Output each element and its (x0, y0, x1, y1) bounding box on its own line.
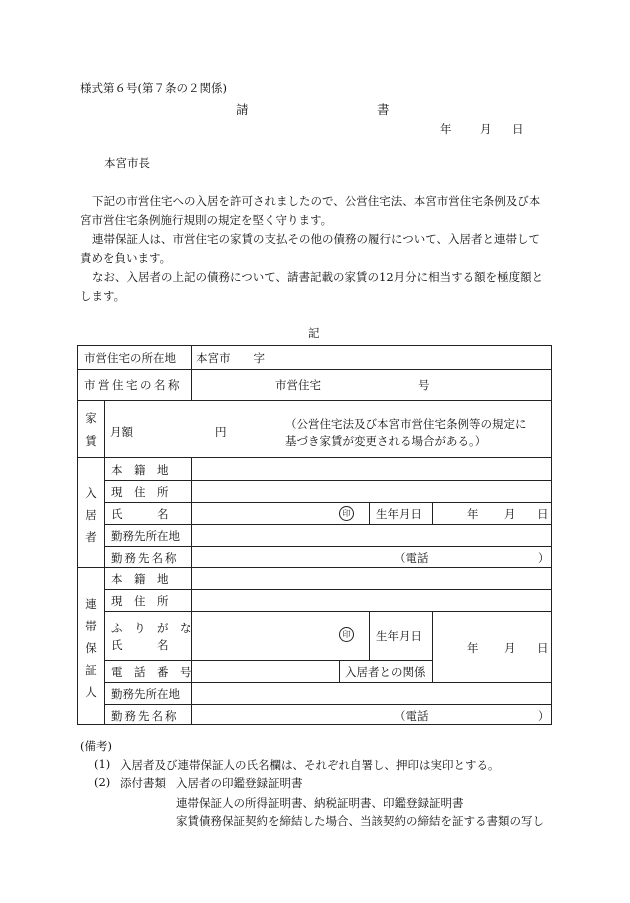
seal-mark: 印 (339, 627, 354, 642)
rent-note-1: （公営住宅法及び本宮市営住宅条例等の規定に (285, 417, 527, 431)
housing-name-label: 市営住宅の名称 (84, 378, 182, 392)
rent-yen: 円 (215, 425, 227, 439)
ki-label: 記 (308, 326, 320, 340)
row-line (104, 589, 552, 590)
row-line (77, 400, 552, 401)
rent-note-2: 基づき家賃が変更される場合がある。） (285, 434, 487, 448)
attachment-item-1: 入居者の印鑑登録証明書 (176, 776, 303, 790)
resident-honseki-label: 本 籍 地 (111, 463, 169, 477)
title-char-2: 書 (377, 102, 390, 117)
resident-label-1: 入 (85, 486, 97, 500)
col-line (191, 345, 192, 400)
row-line (104, 546, 552, 547)
notes-heading: (備考) (80, 739, 112, 753)
row-line (104, 502, 552, 503)
paragraph-3: なお、入居者の上記の債務について、請書記載の家賃の12月分に相当する額を極度額とします。 (80, 270, 544, 303)
col-line (369, 502, 370, 524)
row-line (104, 660, 432, 661)
col-line (104, 400, 105, 725)
guarantor-label-2: 帯 (85, 619, 97, 633)
note-1-mark: (1) (94, 757, 111, 771)
guarantor-label-1: 連 (85, 597, 97, 611)
resident-birth-year: 年 (467, 507, 479, 521)
title-char-1: 請 (236, 102, 249, 117)
form-number: 様式第６号(第７条の２関係) (80, 81, 227, 95)
guarantor-birth-month: 月 (504, 641, 516, 655)
note-2-label: 添付書類 (120, 776, 166, 790)
rent-label-1: 家 (85, 411, 97, 425)
resident-phone-open: （電話 (394, 551, 429, 565)
row-line (77, 369, 552, 370)
resident-birth-label: 生年月日 (376, 507, 422, 521)
guarantor-name-label: 氏 名 (111, 638, 169, 652)
row-line (77, 457, 552, 458)
guarantor-label-5: 人 (85, 685, 97, 699)
guarantor-phone-label: 電 話 番 号 (111, 665, 192, 679)
location-value: 本宮市 字 (196, 351, 265, 365)
guarantor-workplace-name-label: 勤務先名称 (111, 709, 179, 723)
col-line (432, 502, 433, 524)
resident-label-3: 者 (85, 530, 97, 544)
guarantor-birth-year: 年 (467, 641, 479, 655)
body-text (80, 192, 550, 306)
date-year: 年 (440, 122, 452, 136)
col-line (369, 611, 370, 660)
date-month: 月 (480, 122, 492, 136)
paragraph-2: 連帯保証人は、市営住宅の家賃の支払その他の債務の履行について、入居者と連帯して責めを負います。 (80, 232, 541, 265)
guarantor-honseki-label: 本 籍 地 (111, 572, 169, 586)
housing-number-suffix: 号 (418, 378, 430, 392)
col-line (432, 611, 433, 682)
resident-address-label: 現 住 所 (111, 485, 169, 499)
seal-mark: 印 (339, 506, 354, 521)
attachment-item-3: 家賃債務保証契約を締結した場合、当該契約の締結を証する書類の写し (176, 814, 544, 828)
guarantor-furigana-label: ふ り が な (111, 621, 192, 635)
paragraph-1: 下記の市営住宅への入居を許可されましたので、公営住宅法、本宮市営住宅条例及び本宮市営住宅条例施行規則の規定を堅く守ります。 (80, 194, 541, 227)
row-line (104, 480, 552, 481)
location-label: 市営住宅の所在地 (84, 351, 176, 365)
resident-name-label: 氏 名 (111, 507, 169, 521)
guarantor-phone-open: （電話 (394, 709, 429, 723)
housing-name-value: 市営住宅 (275, 378, 321, 392)
resident-workplace-name-label: 勤務先名称 (111, 551, 179, 565)
resident-label-2: 居 (85, 508, 97, 522)
guarantor-birth-label: 生年月日 (376, 629, 422, 643)
resident-birth-month: 月 (504, 507, 516, 521)
guarantor-label-3: 保 (85, 641, 97, 655)
resident-birth-day: 日 (537, 507, 549, 521)
resident-workplace-address-label: 勤務先所在地 (111, 529, 180, 543)
resident-phone-close: ） (538, 551, 550, 565)
guarantor-address-label: 現 住 所 (111, 594, 169, 608)
rent-monthly-label: 月額 (110, 425, 133, 439)
attachment-item-2: 連帯保証人の所得証明書、納税証明書、印鑑登録証明書 (176, 796, 464, 810)
col-line (191, 457, 192, 725)
row-line (77, 567, 552, 568)
row-line (104, 524, 552, 525)
addressee: 本宮市長 (104, 156, 150, 170)
row-line (104, 704, 552, 705)
note-1-text: 入居者及び連帯保証人の氏名欄は、それぞれ自署し、押印は実印とする。 (120, 758, 500, 772)
guarantor-phone-close: ） (538, 709, 550, 723)
note-2-mark: (2) (94, 775, 111, 789)
date-day: 日 (512, 122, 524, 136)
guarantor-relation-label: 入居者との関係 (345, 665, 426, 679)
rent-label-2: 賃 (85, 434, 97, 448)
col-line (339, 660, 340, 682)
guarantor-birth-day: 日 (537, 641, 549, 655)
guarantor-label-4: 証 (85, 663, 97, 677)
guarantor-workplace-address-label: 勤務先所在地 (111, 687, 180, 701)
row-line (104, 682, 552, 683)
row-line (104, 611, 552, 612)
